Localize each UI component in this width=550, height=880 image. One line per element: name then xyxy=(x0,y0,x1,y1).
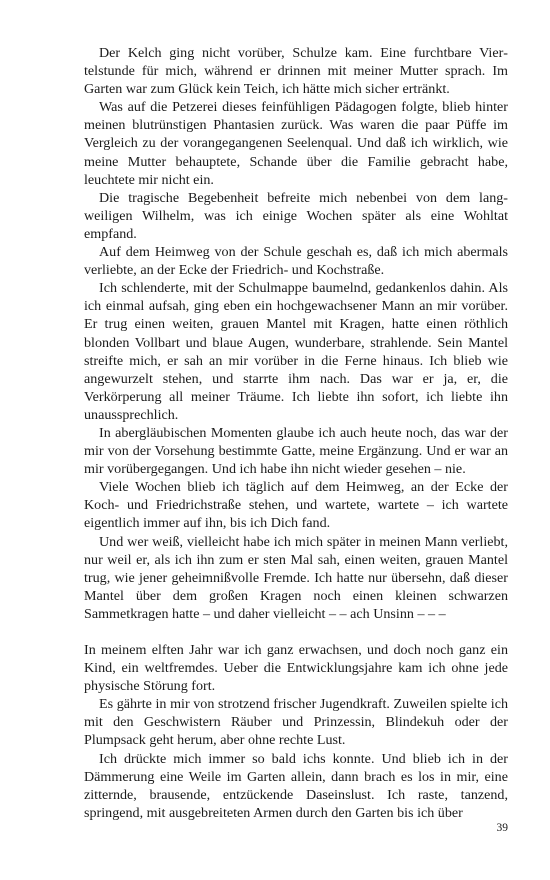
paragraph: Was auf die Petzerei dieses feinfühligen Pädagogen folgte, blieb hinter meinen blutrünstigen Phantasien zurück. Was waren die paar Püffe im Vergleich zu der vorangegangenen Seelenqual. Und daß ich wirklich, wie meine Mutter behauptete, Schande über die Familie gebracht habe, leuchtete mir nicht ein. xyxy=(84,99,508,188)
paragraph: Und wer weiß, vielleicht habe ich mich später in meinen Mann verliebt, nur weil er, als ich ihn zum er sten Mal sah, einen weiten, grauen Mantel trug, wie jener geheimnißvolle Fremde. Ich hatte nur übersehn, daß dieser Mantel über dem großen Kragen noch einen kleinen schwarzen Sammetkragen hatte – und daher vielleicht – – ach Unsinn – – – xyxy=(84,533,508,622)
paragraph: Die tragische Begebenheit befreite mich nebenbei von dem langweiligen Wilhelm, was ich einige Wochen später als eine Wohltat empfand. xyxy=(84,189,508,242)
paragraph: In abergläubischen Momenten glaube ich auch heute noch, das war der mir von der Vorsehung bestimmte Gatte, meine Ergänzung. Und er war an mir vorübergegangen. Und ich habe ihn nicht wieder gesehen – nie. xyxy=(84,424,508,478)
section-break xyxy=(84,623,508,641)
book-page-text xyxy=(84,44,508,822)
paragraph: Der Kelch ging nicht vorüber, Schulze kam. Eine furchtbare Viertelstunde für mich, während er drinnen mit meiner Mutter sprach. Im Garten war zum Glück kein Teich, ich hätte mich sicher ertränkt. xyxy=(84,45,508,98)
page-number: 39 xyxy=(496,822,508,834)
paragraph: Es gährte in mir von strotzend frischer Jugendkraft. Zuweilen spielte ich mit den Geschwistern Räuber und Prinzessin, Blindekuh oder der Plumpsack geht herum, aber ohne rechte Lust. xyxy=(84,696,508,749)
paragraph: Viele Wochen blieb ich täglich auf dem Heimweg, an der Ecke der Koch- und Friedrichstraße stehen, und wartete, wartete – ich wartete eigentlich immer auf ihn, bis ich Dich fand. xyxy=(84,479,508,532)
paragraph: Ich schlenderte, mit der Schulmappe baumelnd, gedankenlos dahin. Als ich einmal aufsah, ging eben ein hochgewachsener Mann an mir vorüber. Er trug einen weiten, grauen Mantel mit Kragen, hatte einen röthlich blonden Vollbart und blaue Augen, wunderbare, strahlende. Sein Mantel streifte mich, er sah an mir vorüber in die Ferne hinaus. Ich blieb wie angewurzelt stehen, und starrte ihm nach. Das war er ja, er, die Verkörperung all meiner Träume. Ich liebte ihn sofort, ich liebte ihn unaussprechlich. xyxy=(84,280,508,423)
section-opening-paragraph: In meinem elften Jahr war ich ganz erwachsen, und doch noch ganz ein Kind, ein weltfremdes. Ueber die Entwicklungsjahre kam ich ohne jede physische Störung fort. xyxy=(84,642,508,695)
paragraph: Ich drückte mich immer so bald ichs konnte. Und blieb ich in der Dämmerung eine Weile im Garten allein, dann brach es los in mir, eine zitternde, brausende, entzückende Daseinslust. Ich raste, tanzend, springend, mit ausgebreiteten Armen durch den Garten bis ich über xyxy=(84,750,508,821)
paragraph: Auf dem Heimweg von der Schule geschah es, daß ich mich abermals verliebte, an der Ecke der Friedrich- und Kochstraße. xyxy=(84,244,508,279)
